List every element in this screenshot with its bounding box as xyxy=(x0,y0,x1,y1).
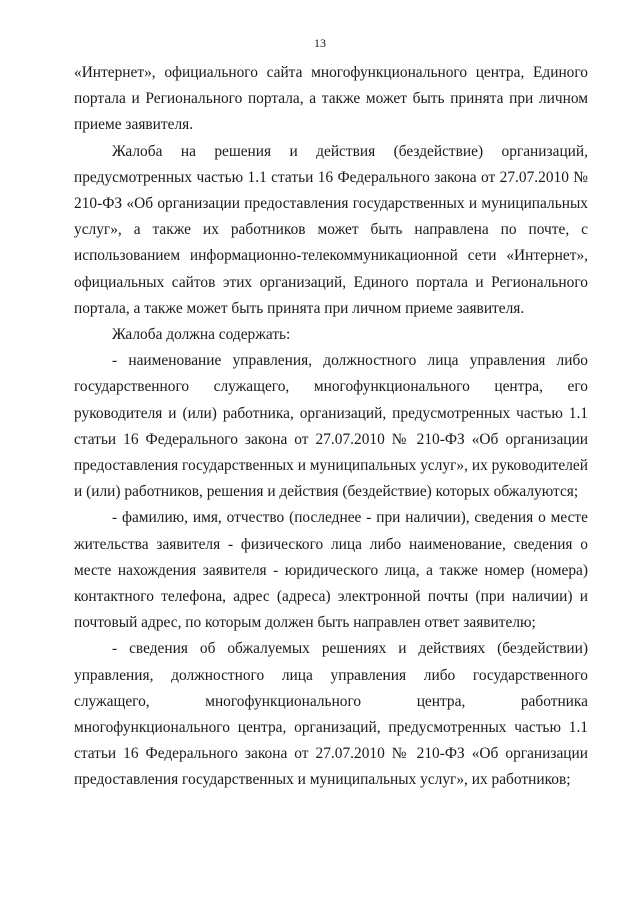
paragraph-complaint-must-contain: Жалоба должна содержать: xyxy=(112,326,291,344)
list-item-appealed-decisions: - сведения об обжалуемых решениях и действиях (бездействии) управления, должностного лица управления либо государственного служащего, многофункционального центра, работника многофункционального центра, организаций, предусмотренных частью 1.1 статьи 16 Федерального закона от 27.07.2010 № 210-ФЗ «Об организации предоставления государственных и муниципальных услуг», их работников; xyxy=(74,640,588,789)
list-item-applicant-details: - фамилию, имя, отчество (последнее - при наличии), сведения о месте жительства заявителя - физического лица либо наименование, сведения о месте нахождения заявителя - юридического лица, а также номер (номера) контактного телефона, адрес (адреса) электронной почты (при наличии) и почтовый адрес, по которым должен быть направлен ответ заявителю; xyxy=(74,509,588,632)
page-number: 13 xyxy=(314,36,326,50)
document-body xyxy=(74,60,588,794)
paragraph-complaint-organizations: Жалоба на решения и действия (бездействие) организаций, предусмотренных частью 1.1 статьи 16 Федерального закона от 27.07.2010 № 210-ФЗ «Об организации предоставления государственных и муниципальных услуг», а также их работников может быть направлена по почте, с использованием информационно-телекоммуникационной сети «Интернет», официальных сайтов этих организаций, Единого портала и Регионального портала, а также может быть принята при личном приеме заявителя. xyxy=(74,142,588,317)
list-item-name-of-body: - наименование управления, должностного лица управления либо государственного служащего, многофункционального центра, его руководителя и (или) работника, организаций, предусмотренных частью 1.1 статьи 16 Федерального закона от 27.07.2010 № 210-ФЗ «Об организации предоставления государственных и муниципальных услуг», их руководителей и (или) работников, решения и действия (бездействие) которых обжалуются; xyxy=(74,352,588,501)
paragraph-continuation: «Интернет», официального сайта многофункционального центра, Единого портала и Регионального портала, а также может быть принята при личном приеме заявителя. xyxy=(74,64,588,134)
